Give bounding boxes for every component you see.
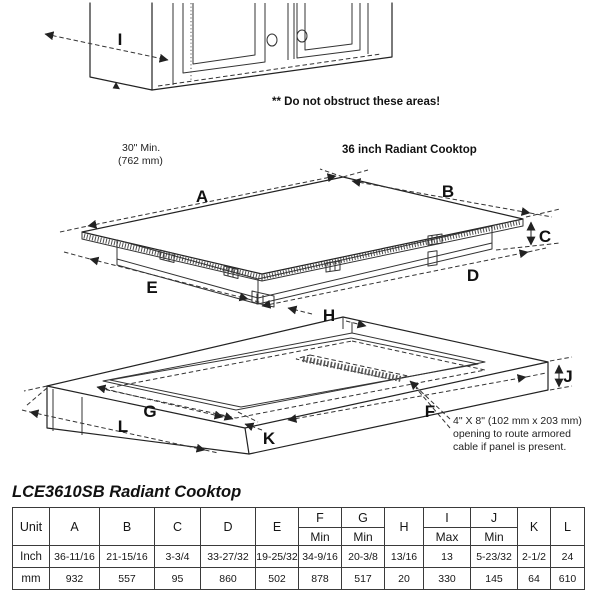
th-b: B bbox=[100, 508, 155, 546]
dim-label-b: B bbox=[441, 182, 455, 201]
cell-mm-unit: mm bbox=[13, 568, 50, 590]
cell-mm-i: 330 bbox=[424, 568, 471, 590]
cell-mm-g: 517 bbox=[342, 568, 385, 590]
cable-opening bbox=[296, 355, 408, 380]
table-row-mm bbox=[13, 568, 585, 590]
th-a: A bbox=[50, 508, 100, 546]
cooktop-heading: 36 inch Radiant Cooktop bbox=[342, 144, 477, 156]
th-f: F bbox=[299, 508, 342, 528]
cell-inch-e: 19-25/32 bbox=[256, 546, 299, 568]
cell-inch-c: 3-3/4 bbox=[155, 546, 201, 568]
th-l: L bbox=[551, 508, 585, 546]
cable-note bbox=[453, 415, 582, 453]
door-knob-icon bbox=[267, 30, 307, 46]
cable-note-line2: opening to route armored bbox=[453, 428, 571, 440]
dim-label-c: C bbox=[538, 227, 552, 246]
th-c: C bbox=[155, 508, 201, 546]
cell-inch-d: 33-27/32 bbox=[201, 546, 256, 568]
th-i: I bbox=[424, 508, 471, 528]
cell-inch-f: 34-9/16 bbox=[299, 546, 342, 568]
cell-mm-j: 145 bbox=[471, 568, 518, 590]
dim-label-a: A bbox=[195, 187, 209, 206]
dim-label-j: J bbox=[563, 367, 573, 386]
cell-mm-d: 860 bbox=[201, 568, 256, 590]
th-j-sub: Min bbox=[471, 528, 518, 546]
dim-label-i: I bbox=[117, 30, 123, 49]
dim-a bbox=[60, 169, 368, 232]
dim-label-k: K bbox=[262, 429, 276, 448]
cell-mm-k: 64 bbox=[518, 568, 551, 590]
min-clearance-line1: 30" Min. bbox=[122, 142, 161, 154]
dim-j bbox=[550, 357, 573, 390]
cell-inch-i: 13 bbox=[424, 546, 471, 568]
dim-h bbox=[288, 306, 366, 326]
th-g: G bbox=[342, 508, 385, 528]
cell-inch-unit: Inch bbox=[13, 546, 50, 568]
th-j: J bbox=[471, 508, 518, 528]
cell-mm-l: 610 bbox=[551, 568, 585, 590]
cell-inch-j: 5-23/32 bbox=[471, 546, 518, 568]
cell-mm-f: 878 bbox=[299, 568, 342, 590]
th-h: H bbox=[385, 508, 424, 546]
cell-inch-k: 2-1/2 bbox=[518, 546, 551, 568]
table-title: LCE3610SB Radiant Cooktop bbox=[12, 483, 242, 501]
th-k: K bbox=[518, 508, 551, 546]
th-e: E bbox=[256, 508, 299, 546]
cell-mm-a: 932 bbox=[50, 568, 100, 590]
dim-label-h: H bbox=[322, 306, 336, 325]
th-g-sub: Min bbox=[342, 528, 385, 546]
th-i-sub: Max bbox=[424, 528, 471, 546]
cable-note-line3: cable if panel is present. bbox=[453, 441, 567, 453]
cell-inch-b: 21-15/16 bbox=[100, 546, 155, 568]
cell-mm-e: 502 bbox=[256, 568, 299, 590]
dimension-table bbox=[12, 507, 585, 590]
dim-label-f: F bbox=[424, 402, 436, 421]
table-row-inch bbox=[13, 546, 585, 568]
dim-label-l: L bbox=[117, 417, 129, 436]
cell-mm-b: 557 bbox=[100, 568, 155, 590]
th-d: D bbox=[201, 508, 256, 546]
cell-inch-l: 24 bbox=[551, 546, 585, 568]
min-clearance-line2: (762 mm) bbox=[118, 155, 163, 167]
cable-note-line1: 4" X 8" (102 mm x 203 mm) bbox=[453, 415, 582, 427]
cell-inch-g: 20-3/8 bbox=[342, 546, 385, 568]
dim-label-d: D bbox=[466, 266, 480, 285]
dim-label-g: G bbox=[143, 402, 157, 421]
cell-inch-h: 13/16 bbox=[385, 546, 424, 568]
cabinet-drawing bbox=[45, 3, 392, 90]
dim-b bbox=[352, 181, 552, 217]
do-not-obstruct-note: ** Do not obstruct these areas! bbox=[272, 96, 441, 108]
cell-mm-c: 95 bbox=[155, 568, 201, 590]
cell-mm-h: 20 bbox=[385, 568, 424, 590]
cooktop-drawing bbox=[60, 169, 560, 307]
th-f-sub: Min bbox=[299, 528, 342, 546]
cell-inch-a: 36-11/16 bbox=[50, 546, 100, 568]
dim-label-e: E bbox=[146, 278, 158, 297]
th-unit: Unit bbox=[13, 508, 50, 546]
mounting-clip-icon bbox=[160, 234, 442, 279]
dim-d bbox=[262, 248, 546, 306]
